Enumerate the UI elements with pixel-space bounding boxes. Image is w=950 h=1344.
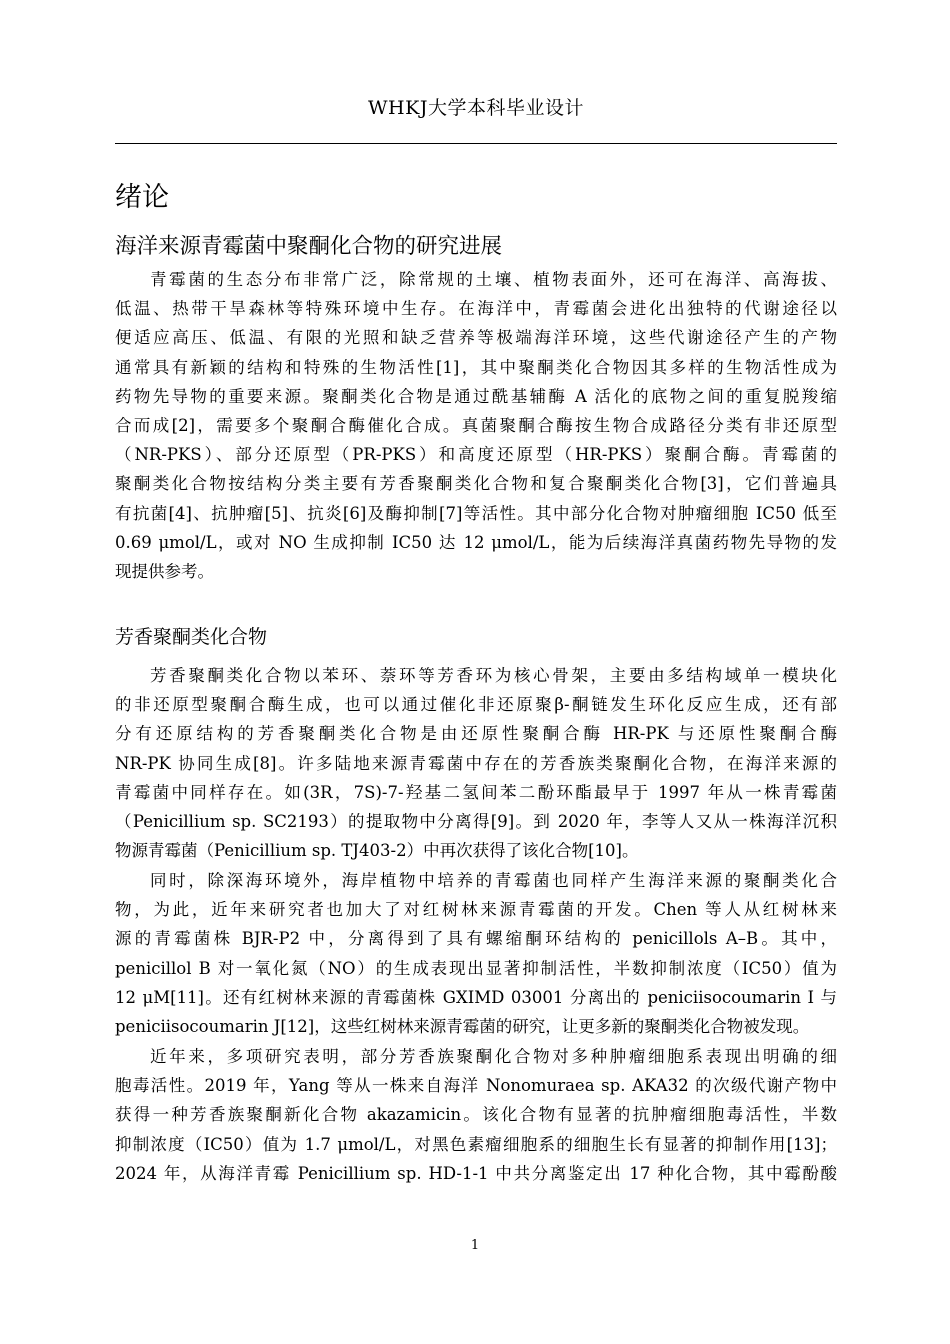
text-line: 2024 年，从海洋青霉 Penicillium sp. HD-1-1 中共分离鉴定出 17 种化合物，其中霉酚酸 (115, 1163, 837, 1183)
section-heading: 海洋来源青霉菌中聚酮化合物的研究进展 (115, 234, 503, 259)
paragraph-1 (115, 265, 837, 586)
text-line: 物，为此，近年来研究者也加大了对红树林来源青霉菌的开发。Chen 等人从红树林来 (115, 900, 837, 920)
text-line: 的非还原型聚酮合酶生成，也可以通过催化非还原聚β-酮链发生环化反应生成，还有部 (115, 695, 837, 715)
text-line: 合而成[2]，需要多个聚酮合酶催化合成。真菌聚酮合酶按生物合成路径分类有非还原型 (115, 416, 837, 436)
text-line: 芳香聚酮类化合物以苯环、萘环等芳香环为核心骨架，主要由多结构域单一模块化 (150, 666, 837, 685)
page-header (115, 93, 837, 121)
text-line: 12 μM[11]。还有红树林来源的青霉菌株 GXIMD 03001 分离出的 peniciisocoumarin I 与 (115, 987, 837, 1007)
text-line: peniciisocoumarin J[12]，这些红树林来源青霉菌的研究，让更多新的聚酮类化合物被发现。 (115, 1017, 810, 1037)
text-line: 分有还原结构的芳香聚酮类化合物是由还原性聚酮合酶 HR-PK 与还原性聚酮合酶 (115, 724, 837, 744)
text-line: （Penicillium sp. SC2193）的提取物中分离得[9]。到 2020 年，李等人又从一株海洋沉积 (115, 812, 837, 832)
text-line: 获得一种芳香族聚酮新化合物 akazamicin。该化合物有显著的抗肿瘤细胞毒活性，半数 (115, 1105, 837, 1125)
text-line: 青霉菌中同样存在。如(3R，7S)-7-羟基二氢间苯二酚环酯最早于 1997 年从一株青霉菌 (115, 782, 837, 802)
text-line: NR-PK 协同生成[8]。许多陆地来源青霉菌中存在的芳香族类聚酮化合物，在海洋来源的 (115, 753, 837, 773)
page-number: 1 (470, 1238, 480, 1253)
text-line: 青霉菌的生态分布非常广泛，除常规的土壤、植物表面外，还可在海洋、高海拔、 (150, 270, 837, 289)
text-line: 低温、热带干旱森林等特殊环境中生存。在海洋中，青霉菌会进化出独特的代谢途径以 (115, 299, 837, 319)
text-line: 近年来，多项研究表明，部分芳香族聚酮化合物对多种肿瘤细胞系表现出明确的细 (150, 1047, 837, 1066)
text-line: 聚酮类化合物按结构分类主要有芳香聚酮类化合物和复合聚酮类化合物[3]，它们普遍具 (115, 474, 837, 494)
text-line: 药物先导物的重要来源。聚酮类化合物是通过酰基辅酶 A 活化的底物之间的重复脱羧缩 (115, 386, 837, 406)
text-line: 通常具有新颖的结构和特殊的生物活性[1]，其中聚酮类化合物因其多样的生物活性成为 (115, 357, 837, 377)
text-line: penicillol B 对一氧化氮（NO）的生成表现出显著抑制活性，半数抑制浓度（IC50）值为 (115, 958, 837, 978)
chapter-heading: 绪论 (115, 182, 169, 213)
paragraph-2 (115, 661, 837, 865)
text-line: 0.69 μmol/L，或对 NO 生成抑制 IC50 达 12 μmol/L，能为后续海洋真菌药物先导物的发 (115, 532, 837, 552)
paragraph-4 (115, 1042, 837, 1188)
text-line: （NR-PKS）、部分还原型（PR-PKS）和高度还原型（HR-PKS）聚酮合酶。青霉菌的 (115, 445, 837, 465)
subsection-heading: 芳香聚酮类化合物 (115, 626, 268, 648)
header-title: WHKJ大学本科毕业设计 (368, 97, 584, 119)
text-line: 同时，除深海环境外，海岸植物中培养的青霉菌也同样产生海洋来源的聚酮类化合 (150, 871, 837, 890)
text-line: 抑制浓度（IC50）值为 1.7 μmol/L，对黑色素瘤细胞系的细胞生长有显著的抑制作用[13]； (115, 1134, 837, 1154)
text-line: 便适应高压、低温、有限的光照和缺乏营养等极端海洋环境，这些代谢途径产生的产物 (115, 328, 837, 348)
text-line: 源的青霉菌株 BJR-P2 中，分离得到了具有螺缩酮环结构的 penicillols A–B。其中， (115, 929, 837, 949)
text-line: 胞毒活性。2019 年，Yang 等从一株来自海洋 Nonomuraea sp. AKA32 的次级代谢产物中 (115, 1076, 837, 1096)
text-line: 物源青霉菌（Penicillium sp. TJ403-2）中再次获得了该化合物[10]。 (115, 841, 639, 861)
text-line: 有抗菌[4]、抗肿瘤[5]、抗炎[6]及酶抑制[7]等活性。其中部分化合物对肿瘤细胞 IC50 低至 (115, 503, 837, 523)
header-divider (115, 143, 837, 144)
text-line: 现提供参考。 (115, 562, 214, 582)
paragraph-3 (115, 866, 837, 1041)
